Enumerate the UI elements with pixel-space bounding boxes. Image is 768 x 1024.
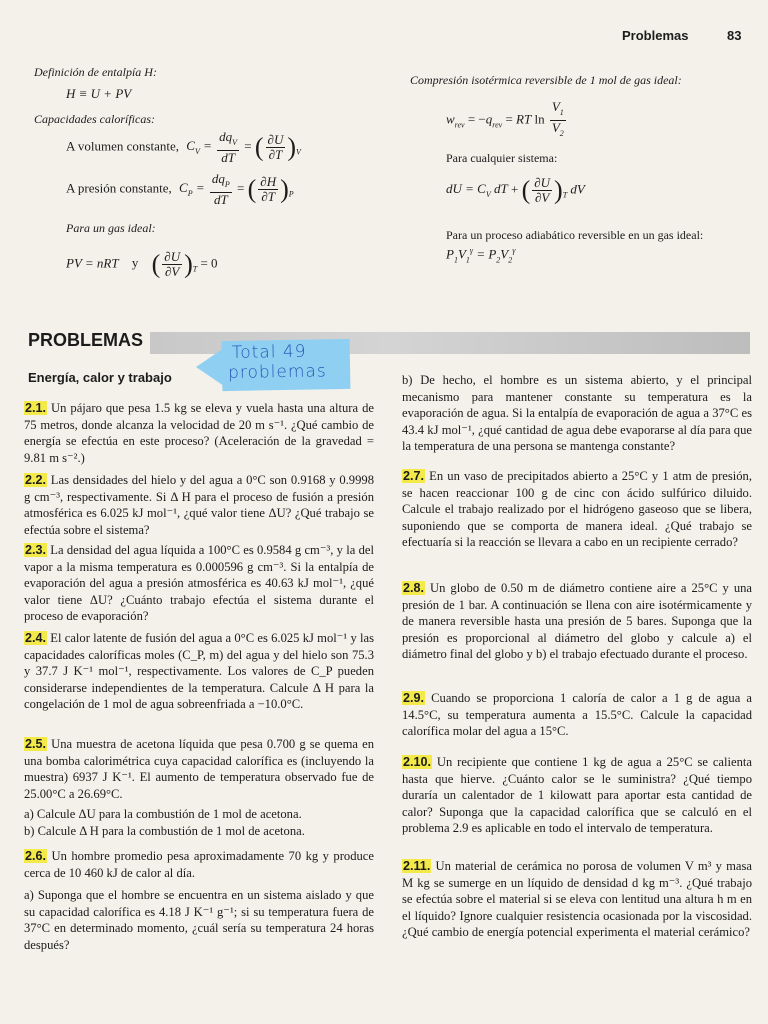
problem-2-6-b: b) De hecho, el hombre es un sistema abierto, y el principal mecanismo para mantener constante su temperatura es la evaporación de agua. Si la entalpía de evaporación de agua a 37°C es 43.4 kJ mol⁻¹, ¿qué cantidad de agua debe evaporarse al día para que la temperatura de una persona se mantenga constante? <box>402 373 752 453</box>
problem-part-a: a) Calcule ΔU para la combustión de 1 mol de acetona. <box>24 807 302 821</box>
sticky-line-1: Total 49 <box>231 341 307 363</box>
problem-2-6 <box>24 848 374 953</box>
problem-number: 2.3. <box>25 543 47 557</box>
problem-2-9 <box>402 690 752 740</box>
problem-number: 2.6. <box>25 849 47 863</box>
ideal-gas-label: Para un gas ideal: <box>66 221 156 235</box>
enthalpy-label: Definición de entalpía H: <box>34 65 157 79</box>
sticky-note <box>222 339 351 391</box>
problem-text: La densidad del agua líquida a 100°C es 0.9584 g cm⁻³, y la del vapor a la misma temperatura es 0.000596 g cm⁻³. Si la entalpía de evaporación del agua a presión atmosférica es 40.63 kJ mol⁻¹, ¿qué valor tiene ΔU? ¿Cuánto trabajo efectúa el sistema durante el proceso de evaporación? <box>24 543 374 623</box>
problem-text: El calor latente de fusión del agua a 0°C es 6.025 kJ mol⁻¹ y las capacidades caloríficas moles (C_P, m) del agua y del hielo son 75.3 y 37.7 J K⁻¹ mol⁻¹, respectivamente. Los valores de C_P pueden considerarse independientes de la temperatura. Calcule Δ H para la congelación de 1 mol de agua sobreenfriada a −10.0°C. <box>24 631 374 711</box>
any-system-label: Para cualquier sistema: <box>446 151 558 165</box>
problem-number: 2.2. <box>25 473 47 487</box>
problem-number: 2.5. <box>25 737 47 751</box>
adiabatic-equation: $P_1V_1^\gamma = P_2V_2^\gamma$ <box>446 246 516 265</box>
problem-number: 2.9. <box>403 691 425 705</box>
problem-2-10 <box>402 754 752 837</box>
ideal-gas-equation: PV = nRT y ( $\frac{\partial U}{\partial V}$ )$_T = 0$ <box>66 249 218 279</box>
problem-text: Un material de cerámica no porosa de volumen V m³ y masa M kg se sumerge en un líquido de densidad d kg m⁻³. ¿Qué trabajo se efectúa sobre el material si se eleva con lentitud una altura h m en el líquido? Ignore cualquier resistencia ocasionada por la viscosidad. ¿Qué cambio de energía potencial experimenta el material cerámico? <box>402 859 752 939</box>
problem-text: Un recipiente que contiene 1 kg de agua a 25°C se calienta hasta que hierve. ¿Cuánto calor se le suministra? ¿Qué tiempo duraría un calentador de 1 kilowatt para aportar esta cantidad de calor? Suponga que la capacidad calorífica que se calculó en el problema 2.9 es aplicable en todo el intervalo de temperatura. <box>402 755 752 835</box>
enthalpy-equation: H ≡ U + PV <box>66 86 132 101</box>
cv-equation: A volumen constante, $C_V$ = $\frac{dq_V}{dT}$ = ( $\frac{\partial U}{\partial T}$ )$_V$ <box>66 129 301 165</box>
running-header: Problemas <box>622 28 689 43</box>
problem-text: En un vaso de precipitados abierto a 25°C y 1 atm de presión, se hacen reaccionar 100 g de cinc con ácido sulfúrico diluido. Calcule el trabajo realizado por el hidrógeno gaseoso que se libera, suponiendo que se comporta de manera ideal. ¿Qué trabajo se efectuaría si la reacción se llevara a cabo en un recipiente cerrado? <box>402 469 752 549</box>
page-number: 83 <box>727 28 742 43</box>
problem-part-a: a) Suponga que el hombre se encuentra en un sistema aislado y que su capacidad calorífica es 4.18 J K⁻¹ g⁻¹; si su temperatura fuera de 37°C en determinado momento, ¿cuál sería su temperatura 24 horas después? <box>24 888 374 952</box>
problem-text: Un globo de 0.50 m de diámetro contiene aire a 25°C y una presión de 1 bar. A continuación se llena con aire isotérmicamente y de manera reversible hasta una presión de 5 bares. Suponga que la presión es proporcional al diámetro del globo y calcule a) el diámetro final del globo y b) el trabajo efectuado durante el proceso. <box>402 581 752 661</box>
problem-text: Las densidades del hielo y del agua a 0°C son 0.9168 y 0.9998 g cm⁻³, respectivamente. Si Δ H para el proceso de fusión a presión atmosférica es 6.025 kJ mol⁻¹, ¿qué valor tiene ΔU? ¿Qué trabajo se efectúa sobre el sistema? <box>24 473 374 537</box>
problem-2-11 <box>402 858 752 941</box>
problem-number: 2.8. <box>403 581 425 595</box>
problem-2-3 <box>24 542 374 625</box>
problem-2-4 <box>24 630 374 713</box>
cv-label: A volumen constante, <box>66 138 180 154</box>
problem-number: 2.4. <box>25 631 47 645</box>
isothermal-label: Compresión isotérmica reversible de 1 mol de gas ideal: <box>410 73 682 87</box>
problem-2-5 <box>24 736 374 839</box>
adiabatic-label: Para un proceso adiabático reversible en un gas ideal: <box>446 228 704 242</box>
du-equation: dU = $C_V$ dT + ( $\frac{\partial U}{\partial V}$ )$_T$ dV <box>446 175 585 205</box>
problem-2-8 <box>402 580 752 663</box>
problem-number: 2.11. <box>403 859 431 873</box>
problem-text: Un hombre promedio pesa aproximadamente 70 kg y produce cerca de 10 460 kJ de calor al día. <box>24 849 374 880</box>
subsection-title: Energía, calor y trabajo <box>28 370 172 385</box>
problem-text: Una muestra de acetona líquida que pesa 0.700 g se quema en una bomba calorimétrica cuya capacidad calorífica es (incluyendo la muestra) 6937 J K⁻¹. El aumento de temperatura observado fue de 25.00°C a 26.69°C. <box>24 737 374 801</box>
problem-number: 2.10. <box>403 755 432 769</box>
problem-number: 2.1. <box>25 401 47 415</box>
section-title: PROBLEMAS <box>28 330 144 350</box>
problem-number: 2.7. <box>403 469 425 483</box>
problem-part-b: b) Calcule Δ H para la combustión de 1 mol de acetona. <box>24 823 305 838</box>
problem-2-2 <box>24 472 374 538</box>
problem-text: Cuando se proporciona 1 caloría de calor a 1 g de agua a 14.5°C, su temperatura aumenta a 15.5°C. Calcule la capacidad calorífica molar del agua a 15°C. <box>402 691 752 738</box>
isothermal-equation: $w_{rev} = -q_{rev}$ = RT ln $\frac{V_1}{V_2}$ <box>446 99 564 138</box>
ideal-gas-y: y <box>131 255 139 271</box>
sticky-line-2: problemas <box>227 361 327 384</box>
cp-label: A presión constante, <box>66 180 172 196</box>
cp-equation: A presión constante, $C_P$ = $\frac{dq_P}{dT}$ = ( $\frac{\partial H}{\partial T}$ )$_P$ <box>66 171 294 207</box>
problem-text: Un pájaro que pesa 1.5 kg se eleva y vuela hasta una altura de 75 metros, donde alcanza la velocidad de 20 m s⁻¹. ¿Qué cambio de energía se efectúa en este proceso? (Aceleración de la gravedad = 9.81 m s⁻².) <box>24 401 374 465</box>
sticky-note-arrow <box>196 348 224 386</box>
problem-2-7 <box>402 468 752 551</box>
heat-capacity-label: Capacidades caloríficas: <box>34 112 155 126</box>
problem-2-1 <box>24 400 374 466</box>
